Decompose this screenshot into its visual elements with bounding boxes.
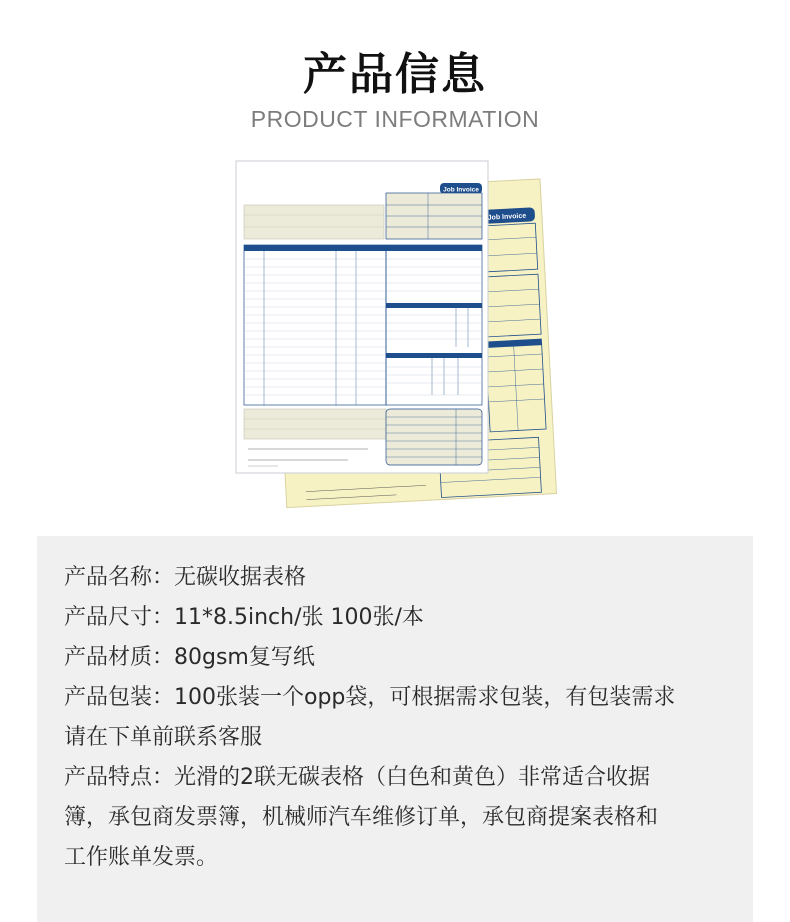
product-material-line: 产品材质：80gsm复写纸 xyxy=(64,645,315,670)
product-size-line: 产品尺寸：11*8.5inch/张 100张/本 xyxy=(64,605,424,630)
product-name-line: 产品名称：无碳收据表格 xyxy=(64,565,307,590)
product-packaging-line: 产品包装：100张装一个opp袋，可根据需求包装，有包装需求 xyxy=(64,685,676,710)
product-image xyxy=(228,155,568,515)
svg-text:Job Invoice: Job Invoice xyxy=(487,212,527,222)
page-subtitle: PRODUCT INFORMATION xyxy=(250,106,540,132)
product-features-line-cont: 簿，承包商发票簿，机械师汽车维修订单，承包商提案表格和 xyxy=(64,805,659,830)
page-title: 产品信息 xyxy=(303,49,487,100)
white-copy-sheet xyxy=(236,161,488,473)
product-features-line: 产品特点：光滑的2联无碳表格（白色和黄色）非常适合收据 xyxy=(64,765,650,790)
product-info-panel xyxy=(37,536,753,922)
product-packaging-line-cont: 请在下单前联系客服 xyxy=(64,725,263,750)
svg-text:Job Invoice: Job Invoice xyxy=(443,186,479,194)
product-features-line-end: 工作账单发票。 xyxy=(64,845,219,870)
